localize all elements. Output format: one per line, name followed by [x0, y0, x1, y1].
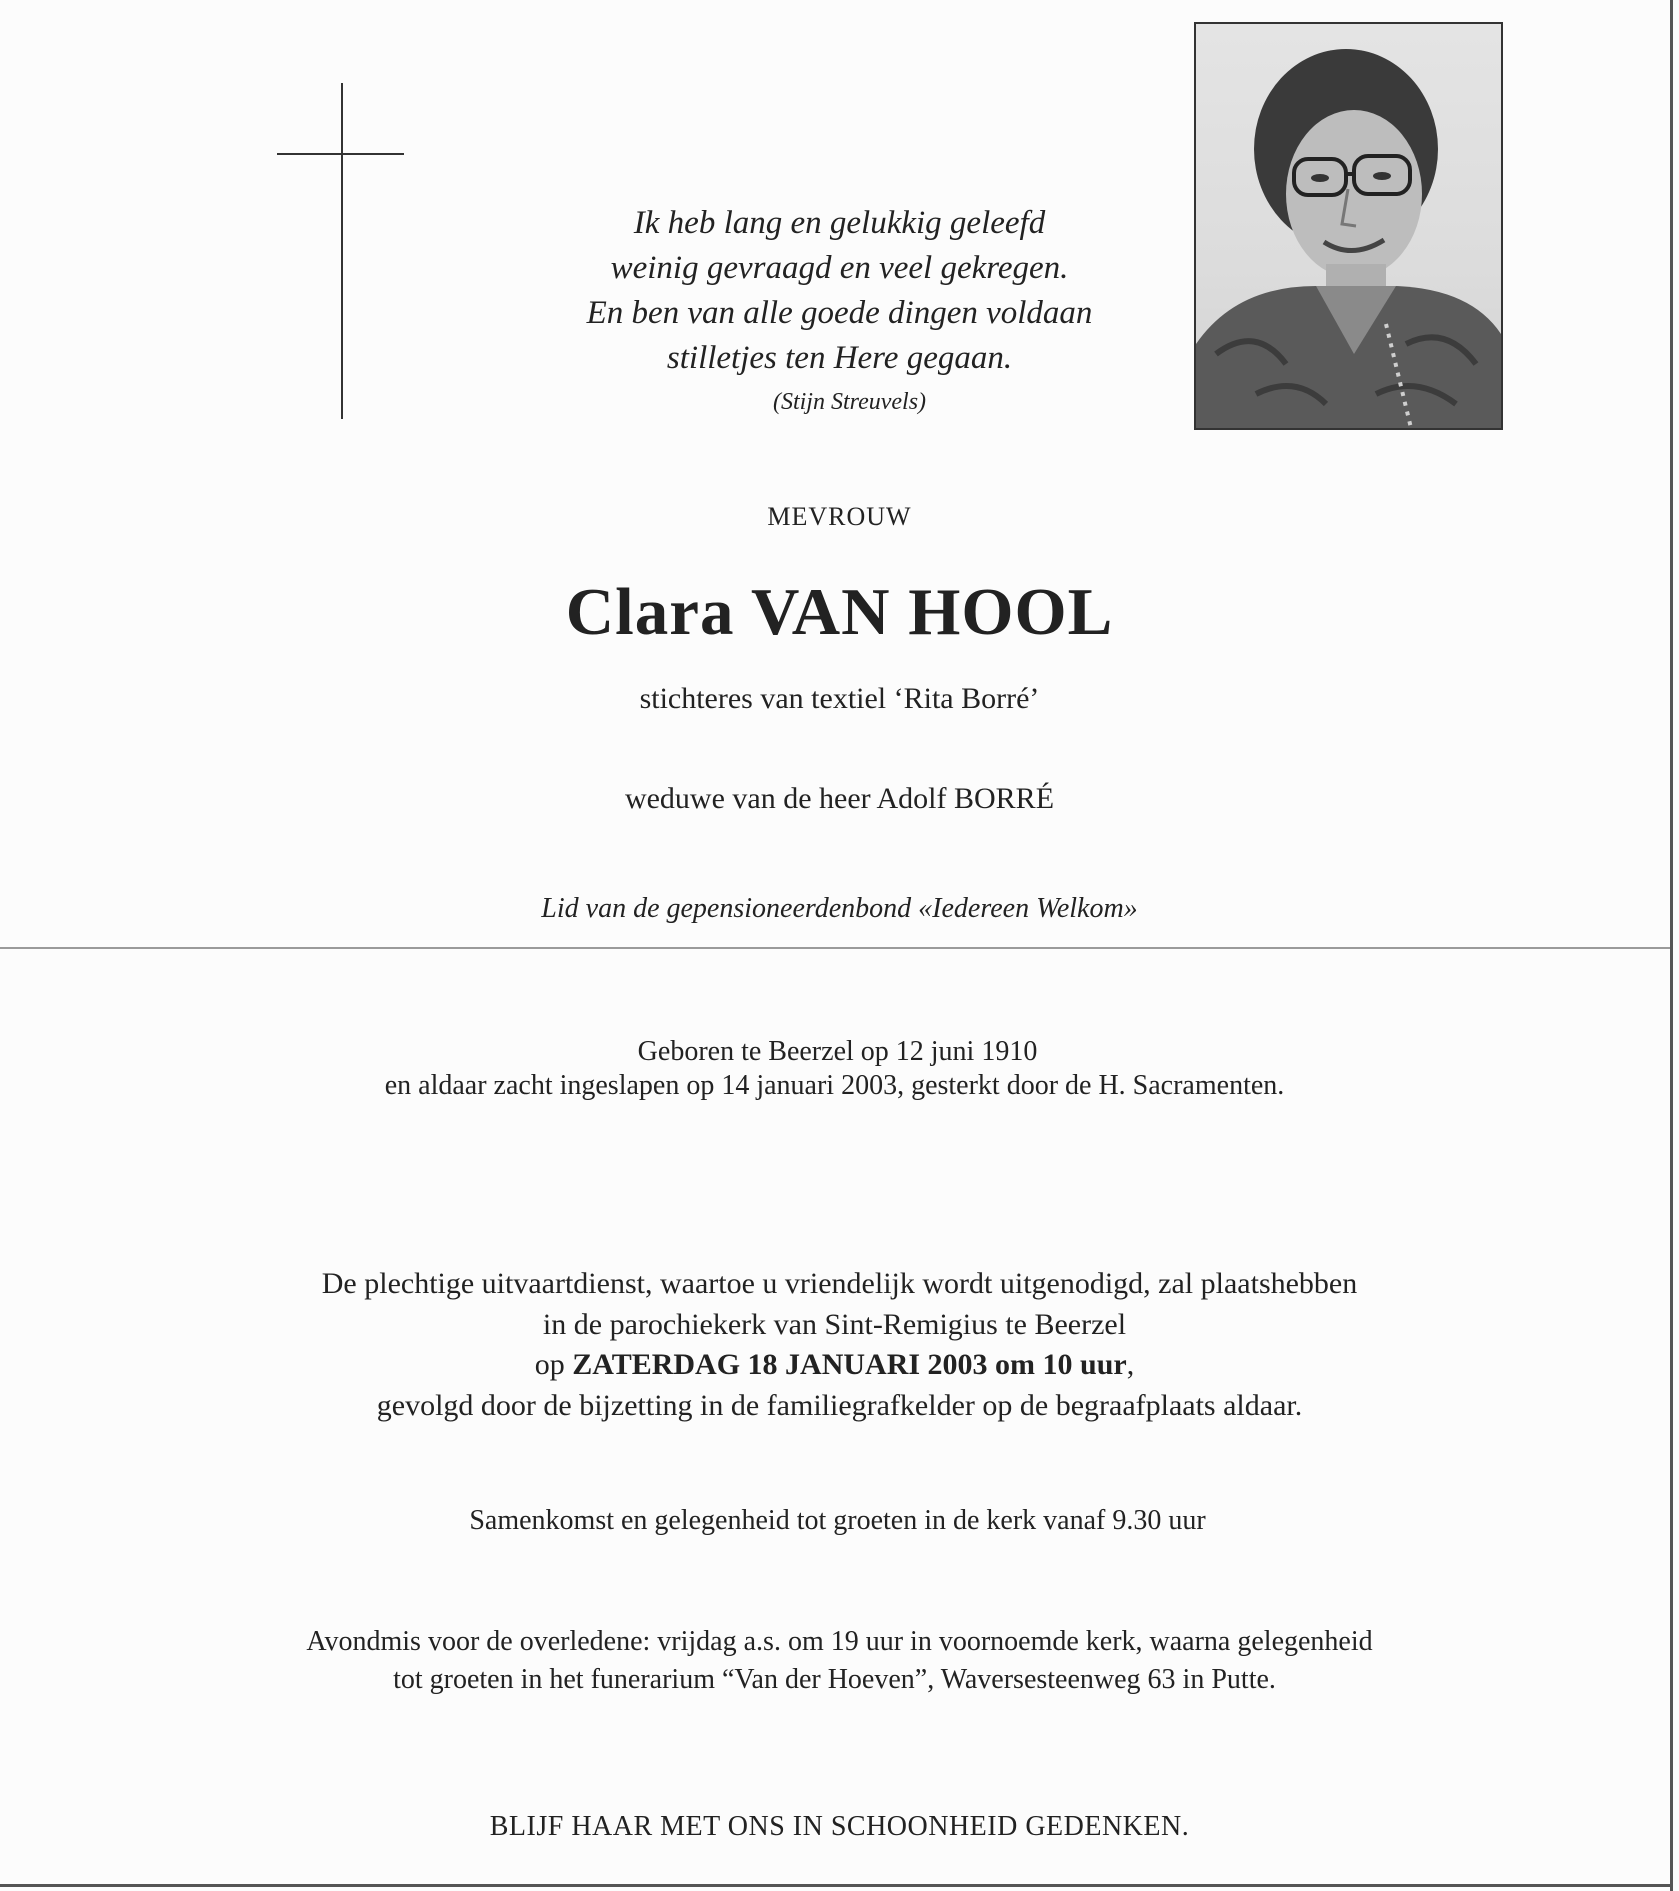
card-edge-bottom [0, 1884, 1673, 1887]
poem-line: Ik heb lang en gelukkig geleefd [633, 205, 1046, 241]
evening-mass-line-1: Avondmis voor de overledene: vrijdag a.s. om 19 uur in voornoemde kerk, waarna gelegenheid [306, 1626, 1373, 1657]
funeral-date-suffix: , [1126, 1348, 1135, 1381]
poem-line: weinig gevraagd en veel gekregen. [610, 250, 1069, 286]
funeral-line-2: in de parochiekerk van Sint-Remigius te Beerzel [542, 1308, 1127, 1341]
poem-line: stilletjes ten Here gegaan. [666, 340, 1013, 376]
poem-attribution: (Stijn Streuvels) [772, 389, 927, 415]
poem-line: En ben van alle goede dingen voldaan [586, 295, 1093, 331]
born-line: Geboren te Beerzel op 12 juni 1910 [637, 1036, 1038, 1067]
gathering-line: Samenkomst en gelegenheid tot groeten in de kerk vanaf 9.30 uur [469, 1505, 1206, 1536]
fold-line [0, 947, 1670, 949]
evening-mass-line-2: tot groeten in het funerarium “Van der Hoeven”, Waversesteenweg 63 in Putte. [393, 1664, 1276, 1695]
funeral-line-3 [0, 1348, 1674, 1382]
died-line: en aldaar zacht ingeslapen op 14 januari 2003, gesterkt door de H. Sacramenten. [384, 1070, 1285, 1101]
salutation: MEVROUW [767, 502, 912, 531]
funeral-line-4: gevolgd door de bijzetting in de familiegrafkelder op de begraafplaats aldaar. [376, 1389, 1303, 1422]
membership-line: Lid van de gepensioneerdenbond «Iedereen Welkom» [541, 893, 1138, 924]
funeral-date-prefix: op [534, 1348, 573, 1381]
spouse-line: weduwe van de heer Adolf BORRÉ [624, 782, 1055, 815]
deceased-role: stichteres van textiel ‘Rita Borré’ [639, 682, 1040, 715]
closing-line: BLIJF HAAR MET ONS IN SCHOONHEID GEDENKEN. [489, 1811, 1190, 1842]
cross-horizontal-bar [277, 153, 404, 155]
funeral-date: ZATERDAG 18 JANUARI 2003 om 10 uur [572, 1348, 1127, 1381]
funeral-line-1: De plechtige uitvaartdienst, waartoe u vriendelijk wordt uitgenodigd, zal plaatshebben [321, 1267, 1358, 1300]
deceased-name: Clara VAN HOOL [565, 575, 1114, 649]
